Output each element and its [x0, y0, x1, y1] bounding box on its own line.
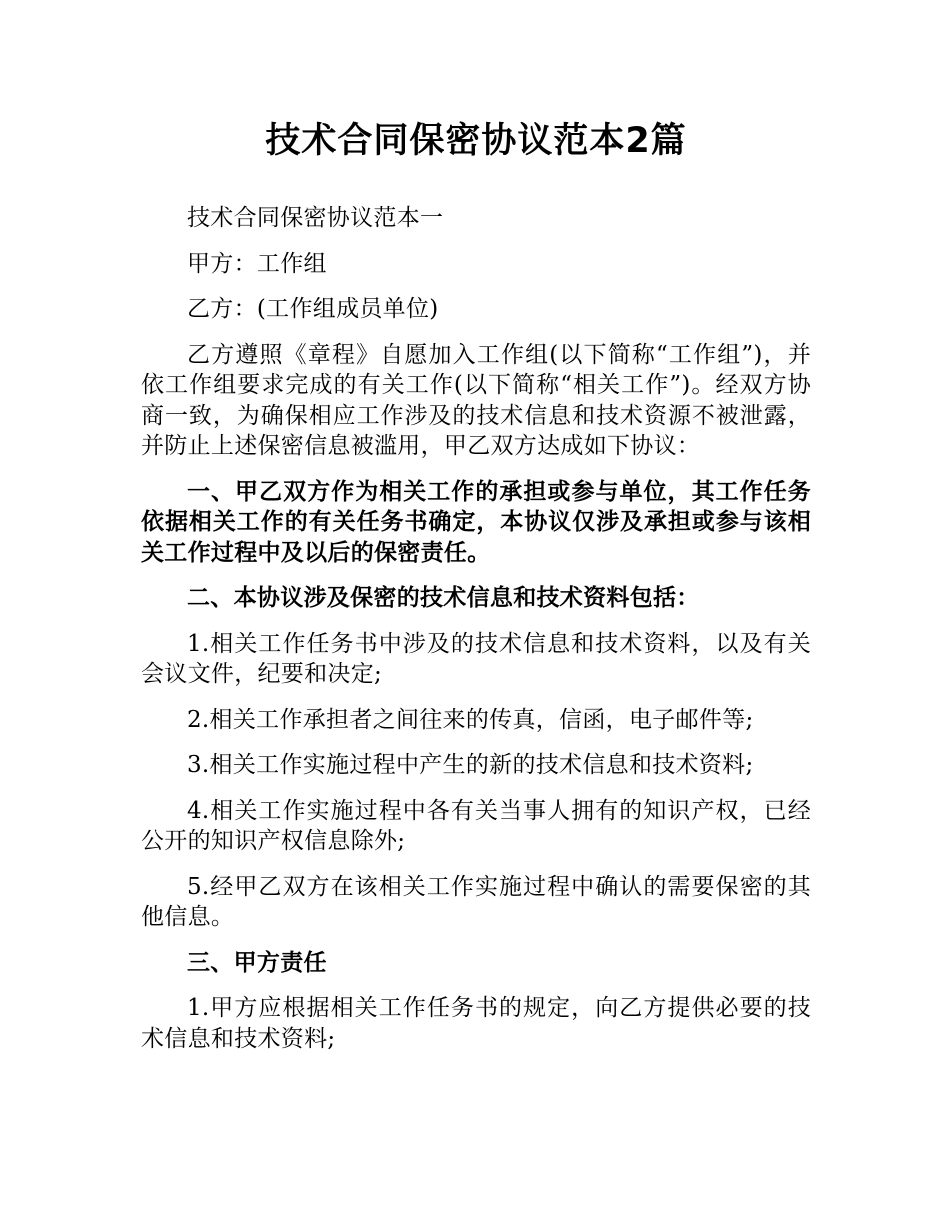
clause-two-item-5: 5.经甲乙双方在该相关工作实施过程中确认的需要保密的其他信息。	[141, 873, 811, 930]
clause-three-heading: 三、甲方责任	[187, 949, 327, 976]
clause-two-item-2: 2.相关工作承担者之间往来的传真，信函，电子邮件等;	[187, 706, 754, 733]
paragraph-party-a: 甲方：工作组	[187, 250, 327, 277]
paragraph-party-b: 乙方：(工作组成员单位)	[187, 296, 439, 322]
clause-two-item-1: 1.相关工作任务书中涉及的技术信息和技术资料，以及有关会议文件，纪要和决定;	[141, 630, 811, 687]
clause-one: 一、甲乙双方作为相关工作的承担或参与单位，其工作任务依据相关工作的有关任务书确定，本协议仅涉及承担或参与该相关工作过程中及以后的保密责任。	[141, 478, 811, 566]
clause-two-item-4: 4.相关工作实施过程中各有关当事人拥有的知识产权，已经公开的知识产权信息除外;	[141, 797, 811, 854]
paragraph-heading-version-one: 技术合同保密协议范本一	[187, 205, 444, 231]
document-page	[141, 116, 811, 1069]
clause-three-item-1: 1.甲方应根据相关工作任务书的规定，向乙方提供必要的技术信息和技术资料;	[141, 995, 811, 1052]
clause-two-heading: 二、本协议涉及保密的技术信息和技术资料包括：	[187, 585, 700, 611]
paragraph-preamble: 乙方遵照《章程》自愿加入工作组(以下简称“工作组”)，并依工作组要求完成的有关工作(以下简称“相关工作”)。经双方协商一致，为确保相应工作涉及的技术信息和技术资源不被泄露，并防止上述保密信息被滥用，甲乙双方达成如下协议：	[141, 341, 811, 459]
clause-two-item-3: 3.相关工作实施过程中产生的新的技术信息和技术资料;	[187, 752, 754, 778]
document-title: 技术合同保密协议范本2篇	[265, 121, 687, 161]
